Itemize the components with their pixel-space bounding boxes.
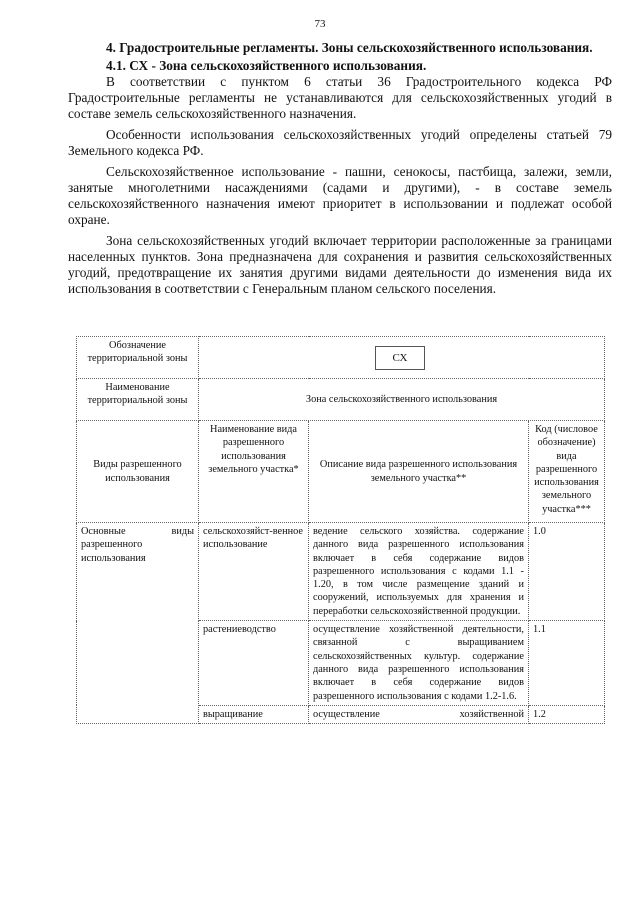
- use-name: сельскохозяйст-венное использование: [199, 523, 309, 621]
- use-name: выращивание: [199, 705, 309, 723]
- use-name: растениеводство: [199, 621, 309, 706]
- zone-code: СХ: [375, 346, 425, 370]
- use-code: 1.0: [529, 523, 605, 621]
- header-use-name: Наименование вида разрешенного использования земельного участка*: [199, 421, 309, 523]
- table-header-row: [77, 421, 605, 523]
- header-use-description: Описание вида разрешенного использования земельного участка**: [309, 421, 529, 523]
- paragraph: В соответствии с пунктом 6 статьи 36 Градостроительного кодекса РФ Градостроительные регламенты не устанавливаются для сельскохозяйственных угодий в составе земель сельскохозяйственного назначения.: [68, 74, 612, 121]
- paragraph: Особенности использования сельскохозяйственных угодий определены статьей 79 Земельного кодекса РФ.: [68, 127, 612, 158]
- use-code: 1.2: [529, 705, 605, 723]
- zone-name-label: Наименование территориальной зоны: [77, 379, 199, 421]
- use-description: ведение сельского хозяйства. содержание данного вида разрешенного использования включает в себя содержание видов разрешенного использования с кодами 1.1 - 1.20, в том числе размещение зданий и сооружений, используемых для хранения и переработки сельскохозяйственной продукции.: [309, 523, 529, 621]
- paragraph: Зона сельскохозяйственных угодий включает территории расположенные за границами населенных пунктов. Зона предназначена для сохранения и развития сельскохозяйственных угодий, предотвращение их занятия другими видами деятельности до изменения вида их использования в соответствии с Генеральным планом сельского поселения.: [68, 233, 612, 296]
- group-label: Основные виды разрешенного использования: [77, 523, 199, 724]
- paragraph: Сельскохозяйственное использование - пашни, сенокосы, пастбища, залежи, земли, занятые многолетними насаждениями (садами и другими), - в составе земель сельскохозяйственного назначения имеют приоритет в использовании и подлежат особой охране.: [68, 164, 612, 227]
- use-code: 1.1: [529, 621, 605, 706]
- use-description: осуществление хозяйственной деятельности, связанной с выращиванием сельскохозяйственных культур. содержание данного вида разрешенного использования включает в себя содержание видов разрешенного использования с кодами 1.2-1.6.: [309, 621, 529, 706]
- subsection-heading: 4.1. СХ - Зона сельскохозяйственного использования.: [106, 58, 427, 73]
- zone-table: [76, 336, 605, 724]
- zone-name-row: [77, 379, 605, 421]
- header-use-code: Код (числовое обозначение) вида разрешенного использования земельного участка***: [529, 421, 605, 523]
- zone-name: Зона сельскохозяйственного использования: [199, 379, 605, 421]
- table-row: [77, 523, 605, 621]
- section-heading: 4. Градостроительные регламенты. Зоны сельскохозяйственного использования.: [106, 40, 593, 55]
- zone-designation-label: Обозначение территориальной зоны: [77, 337, 199, 379]
- use-description: осуществление хозяйственной: [309, 705, 529, 723]
- section-body: [68, 40, 612, 297]
- zone-code-cell: [199, 337, 605, 379]
- zone-designation-row: [77, 337, 605, 379]
- header-permitted-uses: Виды разрешенного использования: [77, 421, 199, 523]
- page-number: 73: [314, 18, 326, 30]
